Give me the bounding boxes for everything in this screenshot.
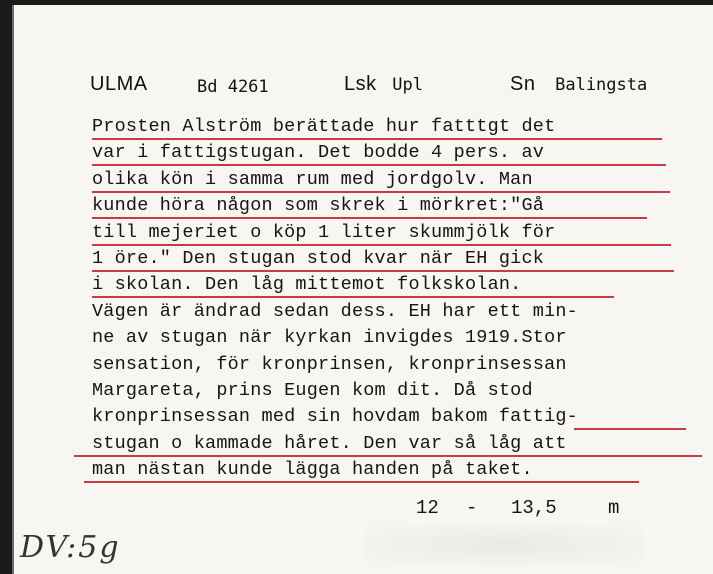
socken-field xyxy=(510,73,647,96)
red-underline xyxy=(92,296,614,298)
red-underline xyxy=(84,481,639,483)
record-line: olika kön i samma rum med jordgolv. Man xyxy=(92,168,533,190)
record-line: Margareta, prins Eugen kom dit. Då stod xyxy=(92,380,533,401)
record-line: ne av stugan när kyrkan invigdes 1919.Stor xyxy=(92,327,567,349)
red-underline xyxy=(92,244,671,246)
red-underline xyxy=(92,217,647,219)
record-line: man nästan kunde lägga handen på taket. xyxy=(92,459,533,481)
landskap-label: Lsk xyxy=(344,73,377,95)
socken-value: Balingsta xyxy=(555,75,648,95)
archive-card xyxy=(12,5,713,574)
landskap-field xyxy=(344,73,423,96)
record-line: 1 öre." Den stugan stod kvar när EH gick xyxy=(92,248,545,269)
red-underline xyxy=(92,270,674,272)
record-line: kunde höra någon som skrek i mörkret:"Gå xyxy=(92,195,545,217)
archive-name: ULMA xyxy=(90,73,148,95)
record-line: var i fattigstugan. Det bodde 4 pers. av xyxy=(92,142,545,164)
measure-from: 12 xyxy=(416,497,439,519)
red-underline xyxy=(574,428,686,430)
measure-unit: m xyxy=(608,497,620,519)
landskap-value: Upl xyxy=(392,75,423,95)
record-line: sensation, för kronprinsen, kronprinsessan xyxy=(92,353,567,375)
record-line: stugan o kammade håret. Den var så låg att xyxy=(92,432,567,454)
record-line: Prosten Alström berättade hur fatttgt det xyxy=(92,116,556,137)
socken-label: Sn xyxy=(510,73,536,95)
volume-number: Bd 4261 xyxy=(197,77,269,97)
paper-stain xyxy=(364,525,644,565)
red-underline xyxy=(92,191,670,193)
measure-dash: - xyxy=(466,497,478,519)
measure-to: 13,5 xyxy=(511,497,557,519)
record-line: Vägen är ändrad sedan dess. EH har ett min- xyxy=(92,300,578,322)
record-line: i skolan. Den låg mittemot folkskolan. xyxy=(92,274,522,296)
record-line: kronprinsessan med sin hovdam bakom fattig- xyxy=(92,406,578,428)
record-line: till mejeriet o köp 1 liter skummjölk för xyxy=(92,221,556,243)
red-underline xyxy=(74,455,702,457)
red-underline xyxy=(92,164,666,166)
red-underline xyxy=(92,138,662,140)
handwritten-signature: DV:5g xyxy=(20,530,121,565)
